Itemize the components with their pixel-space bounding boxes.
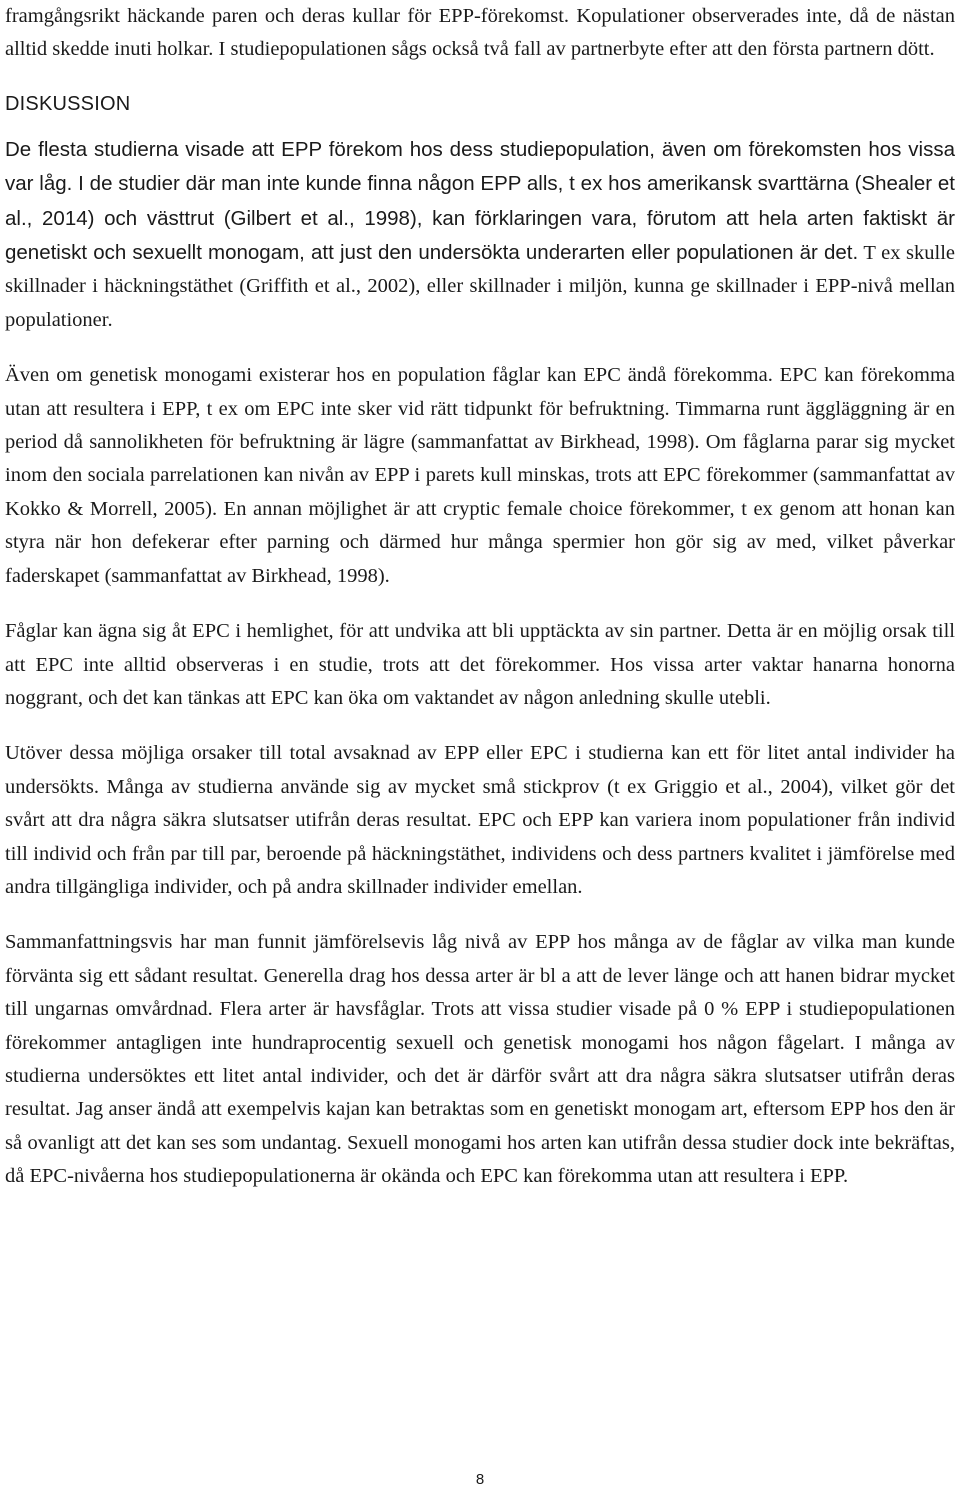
page-number: 8	[475, 1471, 485, 1488]
discussion-paragraph-4: Utöver dessa möjliga orsaker till total avsaknad av EPP eller EPC i studierna kan ett för litet antal individer ha undersökts. Många av studierna använde sig av mycket små stickprov (t ex Griggio et al., 2004), vilket gör det svårt att dra några säkra slutsatser utifrån deras resultat. EPC och EPP kan variera inom populationer från individ till individ och från par till par, beroende på häckningstäthet, individens och dess partners kvalitet i jämförelse med andra tillgängliga individer, och på andra skillnader individer emellan.	[5, 742, 955, 898]
discussion-paragraph-5: Sammanfattningsvis har man funnit jämförelsevis låg nivå av EPP hos många av de fåglar av vilka man kunde förvänta sig ett sådant resultat. Generella drag hos dessa arter är bl a att de lever länge och att hanen bidrar mycket till ungarnas omvårdnad. Flera arter är havsfåglar. Trots att vissa studier visade på 0 % EPP i studiepopulationen förekommer antagligen inte hundraprocentig sexuell och genetisk monogami hos någon fågelart. I många av studierna undersöktes ett litet antal individer, och det är därför svårt att dra några säkra slutsatser utifrån deras resultat. Jag anser ändå att exempelvis kajan kan betraktas som en genetiskt monogam art, eftersom EPP hos den är så ovanligt att det kan ses som undantag. Sexuell monogami hos arten kan utifrån dessa studier dock inte bekräftas, då EPC-nivåerna hos studiepopulationerna är okända och EPC kan förekomma utan att resultera i EPP.	[5, 931, 955, 1188]
discussion-paragraph-1-part-2: I de studier där man inte kunde finna någon EPP alls, t ex hos amerikansk svarttärna (Shealer et al., 2014) och västtrut (Gilbert et al., 1998), kan förklaringen vara, förutom att hela arten faktiskt är genetiskt och sexuellt monogam, att just den undersökta underarten eller populationen är det.	[5, 172, 956, 265]
intro-paragraph: framgångsrikt häckande paren och deras kullar för EPP-förekomst. Kopulationer observerades inte, då de nästan alltid skedde inuti holkar. I studiepopulationen sågs också två fall av partnerbyte efter att den första partnern dött.	[5, 5, 955, 61]
discussion-paragraph-3: Fåglar kan ägna sig åt EPC i hemlighet, för att undvika att bli upptäckta av sin partner. Detta är en möjlig orsak till att EPC inte alltid observeras i en studie, trots att det förekommer. Hos vissa arter vaktar hanarna honorna noggrant, och det kan tänkas att EPC kan öka om vaktandet av någon anledning skulle utebli.	[5, 620, 955, 709]
discussion-paragraph-2: Även om genetisk monogami existerar hos en population fåglar kan EPC ändå förekomma. EPC kan förekomma utan att resultera i EPP, t ex om EPC inte sker vid rätt tidpunkt för befruktning. Timmarna runt äggläggning är en period då sannolikheten för befruktning är lägre (sammanfattat av Birkhead, 1998). Om fåglarna parar sig mycket inom den sociala parrelationen kan nivån av EPP i parets kull minskas, trots att EPC förekommer (sammanfattat av Kokko & Morrell, 2005). En annan möjlighet är att cryptic female choice förekommer, t ex genom att honan kan styra när hon defekerar efter parning och därmed hur många spermier hon gör sig av med, vilket påverkar faderskapet (sammanfattat av Birkhead, 1998).	[5, 364, 955, 587]
discussion-paragraph-1-part-3: T ex skulle skillnader i häckningstäthet (Griffith et al., 2002), eller skillnader i miljön, kunna ge skillnader i EPP-nivå mellan populationer.	[5, 242, 955, 331]
discussion-paragraph-1	[5, 133, 955, 337]
document-page	[5, 0, 955, 1194]
section-heading-diskussion: DISKUSSION	[5, 92, 131, 115]
discussion-paragraph-1-part-1: De flesta studierna visade att EPP förekom hos dess studiepopulation, även om förekomsten hos vissa var låg.	[5, 137, 955, 196]
